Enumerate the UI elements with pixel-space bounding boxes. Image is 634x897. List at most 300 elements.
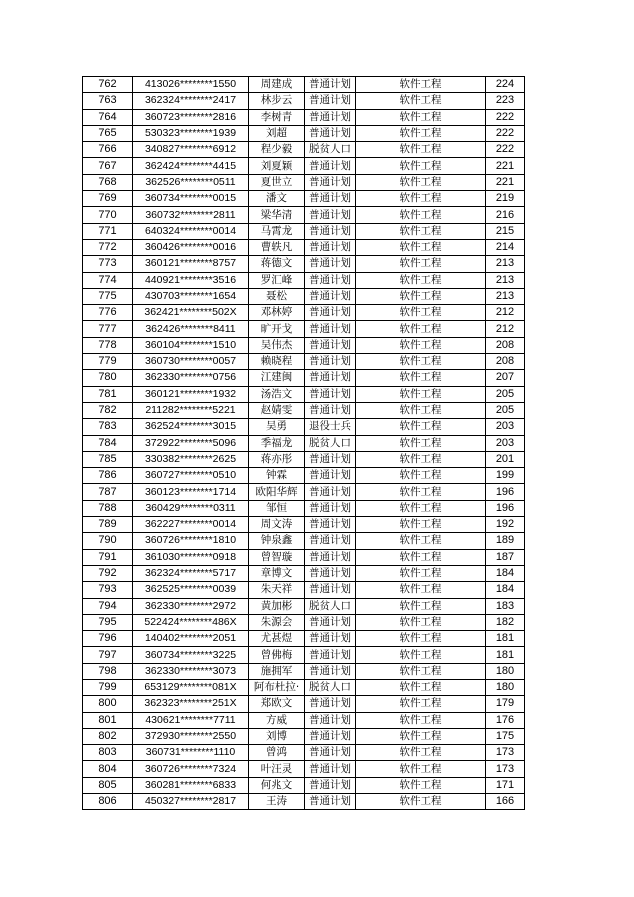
score-cell: 180: [486, 679, 525, 695]
table-row: [83, 598, 525, 614]
row-number-cell: 790: [83, 533, 133, 549]
id-number-cell: 361030********0918: [133, 549, 249, 565]
row-number-cell: 765: [83, 125, 133, 141]
score-cell: 196: [486, 484, 525, 500]
student-name-cell: 叶汪灵: [249, 761, 305, 777]
major-cell: 软件工程: [356, 256, 486, 272]
major-cell: 软件工程: [356, 663, 486, 679]
score-cell: 192: [486, 517, 525, 533]
student-name-cell: 赵婧雯: [249, 402, 305, 418]
table-row: [83, 582, 525, 598]
id-number-cell: 362330********0756: [133, 370, 249, 386]
student-name-cell: 周建成: [249, 77, 305, 93]
major-cell: 软件工程: [356, 93, 486, 109]
table-row: [83, 451, 525, 467]
row-number-cell: 786: [83, 468, 133, 484]
row-number-cell: 797: [83, 647, 133, 663]
id-number-cell: 360121********1932: [133, 386, 249, 402]
student-name-cell: 夏世立: [249, 174, 305, 190]
table-row: [83, 679, 525, 695]
plan-type-cell: 普通计划: [305, 386, 356, 402]
row-number-cell: 775: [83, 288, 133, 304]
row-number-cell: 768: [83, 174, 133, 190]
major-cell: 软件工程: [356, 745, 486, 761]
row-number-cell: 801: [83, 712, 133, 728]
major-cell: 软件工程: [356, 761, 486, 777]
table-row: [83, 158, 525, 174]
id-number-cell: 360426********0016: [133, 239, 249, 255]
id-number-cell: 360727********0510: [133, 468, 249, 484]
table-row: [83, 794, 525, 810]
id-number-cell: 372922********5096: [133, 435, 249, 451]
score-cell: 222: [486, 125, 525, 141]
major-cell: 软件工程: [356, 370, 486, 386]
score-cell: 213: [486, 272, 525, 288]
id-number-cell: 362524********3015: [133, 419, 249, 435]
id-number-cell: 362330********3073: [133, 663, 249, 679]
id-number-cell: 360726********7324: [133, 761, 249, 777]
score-cell: 213: [486, 256, 525, 272]
score-cell: 166: [486, 794, 525, 810]
plan-type-cell: 普通计划: [305, 533, 356, 549]
student-name-cell: 尤甚煜: [249, 631, 305, 647]
major-cell: 软件工程: [356, 386, 486, 402]
major-cell: 软件工程: [356, 174, 486, 190]
student-name-cell: 邓林婷: [249, 305, 305, 321]
table-row: [83, 288, 525, 304]
major-cell: 软件工程: [356, 451, 486, 467]
major-cell: 软件工程: [356, 125, 486, 141]
student-name-cell: 曾佛梅: [249, 647, 305, 663]
table-row: [83, 533, 525, 549]
row-number-cell: 800: [83, 696, 133, 712]
student-name-cell: 刘夏颖: [249, 158, 305, 174]
id-number-cell: 360734********0015: [133, 191, 249, 207]
table-row: [83, 305, 525, 321]
table-row: [83, 777, 525, 793]
admission-list-table: [82, 76, 525, 810]
student-name-cell: 曹轶凡: [249, 239, 305, 255]
major-cell: 软件工程: [356, 468, 486, 484]
table-row: [83, 549, 525, 565]
id-number-cell: 450327********2817: [133, 794, 249, 810]
table-row: [83, 125, 525, 141]
major-cell: 软件工程: [356, 484, 486, 500]
major-cell: 软件工程: [356, 647, 486, 663]
student-name-cell: 王涛: [249, 794, 305, 810]
table-row: [83, 565, 525, 581]
table-row: [83, 468, 525, 484]
student-name-cell: 李树青: [249, 109, 305, 125]
score-cell: 173: [486, 761, 525, 777]
score-cell: 184: [486, 582, 525, 598]
id-number-cell: 430703********1654: [133, 288, 249, 304]
score-cell: 212: [486, 305, 525, 321]
student-name-cell: 黄加彬: [249, 598, 305, 614]
score-cell: 215: [486, 223, 525, 239]
plan-type-cell: 普通计划: [305, 614, 356, 630]
major-cell: 软件工程: [356, 696, 486, 712]
student-name-cell: 欧阳华辉: [249, 484, 305, 500]
score-cell: 199: [486, 468, 525, 484]
plan-type-cell: 普通计划: [305, 93, 356, 109]
plan-type-cell: 普通计划: [305, 109, 356, 125]
id-number-cell: 340827********6912: [133, 142, 249, 158]
row-number-cell: 794: [83, 598, 133, 614]
student-name-cell: 刘博: [249, 728, 305, 744]
id-number-cell: 360730********0057: [133, 354, 249, 370]
plan-type-cell: 普通计划: [305, 288, 356, 304]
student-name-cell: 朱源会: [249, 614, 305, 630]
table-row: [83, 386, 525, 402]
id-number-cell: 530323********1939: [133, 125, 249, 141]
plan-type-cell: 脱贫人口: [305, 142, 356, 158]
student-name-cell: 吴勇: [249, 419, 305, 435]
major-cell: 软件工程: [356, 305, 486, 321]
id-number-cell: 211282********5221: [133, 402, 249, 418]
row-number-cell: 771: [83, 223, 133, 239]
table-row: [83, 239, 525, 255]
major-cell: 软件工程: [356, 598, 486, 614]
id-number-cell: 362323********251X: [133, 696, 249, 712]
score-cell: 219: [486, 191, 525, 207]
student-name-cell: 罗汇峰: [249, 272, 305, 288]
score-cell: 223: [486, 93, 525, 109]
row-number-cell: 796: [83, 631, 133, 647]
score-cell: 189: [486, 533, 525, 549]
id-number-cell: 360731********1110: [133, 745, 249, 761]
plan-type-cell: 普通计划: [305, 663, 356, 679]
row-number-cell: 776: [83, 305, 133, 321]
table-row: [83, 663, 525, 679]
major-cell: 软件工程: [356, 777, 486, 793]
row-number-cell: 762: [83, 77, 133, 93]
major-cell: 软件工程: [356, 142, 486, 158]
plan-type-cell: 普通计划: [305, 158, 356, 174]
score-cell: 205: [486, 386, 525, 402]
major-cell: 软件工程: [356, 239, 486, 255]
row-number-cell: 795: [83, 614, 133, 630]
table-row: [83, 484, 525, 500]
score-cell: 180: [486, 663, 525, 679]
table-row: [83, 435, 525, 451]
id-number-cell: 360723********2816: [133, 109, 249, 125]
student-name-cell: 江建闽: [249, 370, 305, 386]
plan-type-cell: 普通计划: [305, 207, 356, 223]
table-row: [83, 223, 525, 239]
score-cell: 171: [486, 777, 525, 793]
id-number-cell: 372930********2550: [133, 728, 249, 744]
score-cell: 222: [486, 142, 525, 158]
score-cell: 221: [486, 174, 525, 190]
row-number-cell: 767: [83, 158, 133, 174]
id-number-cell: 522424********486X: [133, 614, 249, 630]
student-name-cell: 梁华清: [249, 207, 305, 223]
major-cell: 软件工程: [356, 794, 486, 810]
row-number-cell: 784: [83, 435, 133, 451]
score-cell: 212: [486, 321, 525, 337]
id-number-cell: 362525********0039: [133, 582, 249, 598]
plan-type-cell: 普通计划: [305, 174, 356, 190]
student-name-cell: 聂松: [249, 288, 305, 304]
student-name-cell: 马霄龙: [249, 223, 305, 239]
score-cell: 203: [486, 419, 525, 435]
student-name-cell: 钟霖: [249, 468, 305, 484]
student-name-cell: 阿布杜拉·: [249, 679, 305, 695]
score-cell: 181: [486, 631, 525, 647]
plan-type-cell: 普通计划: [305, 565, 356, 581]
plan-type-cell: 普通计划: [305, 728, 356, 744]
row-number-cell: 781: [83, 386, 133, 402]
student-name-cell: 何兆文: [249, 777, 305, 793]
row-number-cell: 763: [83, 93, 133, 109]
plan-type-cell: 普通计划: [305, 125, 356, 141]
major-cell: 软件工程: [356, 354, 486, 370]
id-number-cell: 440921********3516: [133, 272, 249, 288]
major-cell: 软件工程: [356, 533, 486, 549]
plan-type-cell: 普通计划: [305, 239, 356, 255]
plan-type-cell: 普通计划: [305, 321, 356, 337]
id-number-cell: 360121********8757: [133, 256, 249, 272]
major-cell: 软件工程: [356, 337, 486, 353]
id-number-cell: 362426********8411: [133, 321, 249, 337]
student-name-cell: 朱天祥: [249, 582, 305, 598]
row-number-cell: 788: [83, 500, 133, 516]
row-number-cell: 792: [83, 565, 133, 581]
id-number-cell: 360281********6833: [133, 777, 249, 793]
row-number-cell: 805: [83, 777, 133, 793]
id-number-cell: 640324********0014: [133, 223, 249, 239]
row-number-cell: 778: [83, 337, 133, 353]
major-cell: 软件工程: [356, 158, 486, 174]
row-number-cell: 799: [83, 679, 133, 695]
id-number-cell: 362424********4415: [133, 158, 249, 174]
row-number-cell: 793: [83, 582, 133, 598]
plan-type-cell: 脱贫人口: [305, 598, 356, 614]
major-cell: 软件工程: [356, 549, 486, 565]
plan-type-cell: 普通计划: [305, 77, 356, 93]
plan-type-cell: 普通计划: [305, 794, 356, 810]
student-name-cell: 郑欧文: [249, 696, 305, 712]
table-row: [83, 207, 525, 223]
student-name-cell: 吴伟杰: [249, 337, 305, 353]
id-number-cell: 362227********0014: [133, 517, 249, 533]
score-cell: 216: [486, 207, 525, 223]
table-row: [83, 712, 525, 728]
row-number-cell: 769: [83, 191, 133, 207]
plan-type-cell: 普通计划: [305, 354, 356, 370]
major-cell: 软件工程: [356, 565, 486, 581]
id-number-cell: 413026********1550: [133, 77, 249, 93]
table-row: [83, 500, 525, 516]
major-cell: 软件工程: [356, 435, 486, 451]
table-row: [83, 142, 525, 158]
major-cell: 软件工程: [356, 614, 486, 630]
student-name-cell: 程少毅: [249, 142, 305, 158]
student-name-cell: 章博文: [249, 565, 305, 581]
plan-type-cell: 普通计划: [305, 582, 356, 598]
major-cell: 软件工程: [356, 272, 486, 288]
id-number-cell: 360734********3225: [133, 647, 249, 663]
id-number-cell: 360726********1810: [133, 533, 249, 549]
table-row: [83, 370, 525, 386]
score-cell: 208: [486, 337, 525, 353]
score-cell: 201: [486, 451, 525, 467]
table-row: [83, 109, 525, 125]
major-cell: 软件工程: [356, 207, 486, 223]
id-number-cell: 360429********0311: [133, 500, 249, 516]
student-name-cell: 曾智璇: [249, 549, 305, 565]
table-row: [83, 696, 525, 712]
table-row: [83, 647, 525, 663]
id-number-cell: 362421********502X: [133, 305, 249, 321]
row-number-cell: 802: [83, 728, 133, 744]
student-name-cell: 邹恒: [249, 500, 305, 516]
plan-type-cell: 普通计划: [305, 370, 356, 386]
plan-type-cell: 普通计划: [305, 256, 356, 272]
student-name-cell: 汤浩文: [249, 386, 305, 402]
table-row: [83, 745, 525, 761]
major-cell: 软件工程: [356, 728, 486, 744]
student-name-cell: 蒋德文: [249, 256, 305, 272]
row-number-cell: 772: [83, 239, 133, 255]
id-number-cell: 362330********2972: [133, 598, 249, 614]
student-name-cell: 施拥军: [249, 663, 305, 679]
score-cell: 214: [486, 239, 525, 255]
student-name-cell: 潘文: [249, 191, 305, 207]
score-cell: 182: [486, 614, 525, 630]
plan-type-cell: 普通计划: [305, 647, 356, 663]
row-number-cell: 780: [83, 370, 133, 386]
score-cell: 179: [486, 696, 525, 712]
row-number-cell: 791: [83, 549, 133, 565]
plan-type-cell: 普通计划: [305, 696, 356, 712]
score-cell: 173: [486, 745, 525, 761]
student-name-cell: 周文涛: [249, 517, 305, 533]
row-number-cell: 779: [83, 354, 133, 370]
id-number-cell: 362526********0511: [133, 174, 249, 190]
row-number-cell: 777: [83, 321, 133, 337]
table-body: [83, 77, 525, 810]
plan-type-cell: 普通计划: [305, 745, 356, 761]
table-row: [83, 191, 525, 207]
major-cell: 软件工程: [356, 500, 486, 516]
plan-type-cell: 普通计划: [305, 549, 356, 565]
score-cell: 208: [486, 354, 525, 370]
major-cell: 软件工程: [356, 109, 486, 125]
plan-type-cell: 普通计划: [305, 223, 356, 239]
student-name-cell: 林步云: [249, 93, 305, 109]
score-cell: 184: [486, 565, 525, 581]
score-cell: 207: [486, 370, 525, 386]
row-number-cell: 803: [83, 745, 133, 761]
row-number-cell: 785: [83, 451, 133, 467]
score-cell: 176: [486, 712, 525, 728]
plan-type-cell: 普通计划: [305, 191, 356, 207]
major-cell: 软件工程: [356, 402, 486, 418]
plan-type-cell: 脱贫人口: [305, 435, 356, 451]
id-number-cell: 360123********1714: [133, 484, 249, 500]
plan-type-cell: 普通计划: [305, 468, 356, 484]
table-row: [83, 614, 525, 630]
id-number-cell: 430621********7711: [133, 712, 249, 728]
table-row: [83, 517, 525, 533]
table-row: [83, 174, 525, 190]
row-number-cell: 773: [83, 256, 133, 272]
plan-type-cell: 普通计划: [305, 631, 356, 647]
table-row: [83, 631, 525, 647]
table-row: [83, 761, 525, 777]
row-number-cell: 766: [83, 142, 133, 158]
row-number-cell: 806: [83, 794, 133, 810]
student-name-cell: 钟泉鑫: [249, 533, 305, 549]
table-row: [83, 728, 525, 744]
score-cell: 203: [486, 435, 525, 451]
row-number-cell: 770: [83, 207, 133, 223]
table-row: [83, 256, 525, 272]
major-cell: 软件工程: [356, 679, 486, 695]
table-row: [83, 419, 525, 435]
score-cell: 205: [486, 402, 525, 418]
row-number-cell: 782: [83, 402, 133, 418]
student-name-cell: 旷开戈: [249, 321, 305, 337]
row-number-cell: 774: [83, 272, 133, 288]
plan-type-cell: 普通计划: [305, 712, 356, 728]
student-name-cell: 曾鸿: [249, 745, 305, 761]
plan-type-cell: 普通计划: [305, 305, 356, 321]
id-number-cell: 653129********081X: [133, 679, 249, 695]
id-number-cell: 360732********2811: [133, 207, 249, 223]
student-name-cell: 方威: [249, 712, 305, 728]
plan-type-cell: 普通计划: [305, 451, 356, 467]
row-number-cell: 787: [83, 484, 133, 500]
major-cell: 软件工程: [356, 191, 486, 207]
row-number-cell: 783: [83, 419, 133, 435]
student-name-cell: 刘超: [249, 125, 305, 141]
score-cell: 175: [486, 728, 525, 744]
score-cell: 221: [486, 158, 525, 174]
major-cell: 软件工程: [356, 321, 486, 337]
major-cell: 软件工程: [356, 288, 486, 304]
id-number-cell: 362324********5717: [133, 565, 249, 581]
id-number-cell: 140402********2051: [133, 631, 249, 647]
score-cell: 213: [486, 288, 525, 304]
id-number-cell: 360104********1510: [133, 337, 249, 353]
plan-type-cell: 退役士兵: [305, 419, 356, 435]
score-cell: 196: [486, 500, 525, 516]
plan-type-cell: 普通计划: [305, 500, 356, 516]
plan-type-cell: 普通计划: [305, 517, 356, 533]
student-name-cell: 季福龙: [249, 435, 305, 451]
student-name-cell: 蒋亦彤: [249, 451, 305, 467]
table-row: [83, 321, 525, 337]
score-cell: 222: [486, 109, 525, 125]
table-row: [83, 402, 525, 418]
major-cell: 软件工程: [356, 582, 486, 598]
plan-type-cell: 普通计划: [305, 761, 356, 777]
row-number-cell: 789: [83, 517, 133, 533]
row-number-cell: 798: [83, 663, 133, 679]
table-row: [83, 77, 525, 93]
table-row: [83, 272, 525, 288]
plan-type-cell: 普通计划: [305, 272, 356, 288]
id-number-cell: 330382********2625: [133, 451, 249, 467]
major-cell: 软件工程: [356, 77, 486, 93]
row-number-cell: 804: [83, 761, 133, 777]
table-row: [83, 337, 525, 353]
row-number-cell: 764: [83, 109, 133, 125]
plan-type-cell: 普通计划: [305, 777, 356, 793]
